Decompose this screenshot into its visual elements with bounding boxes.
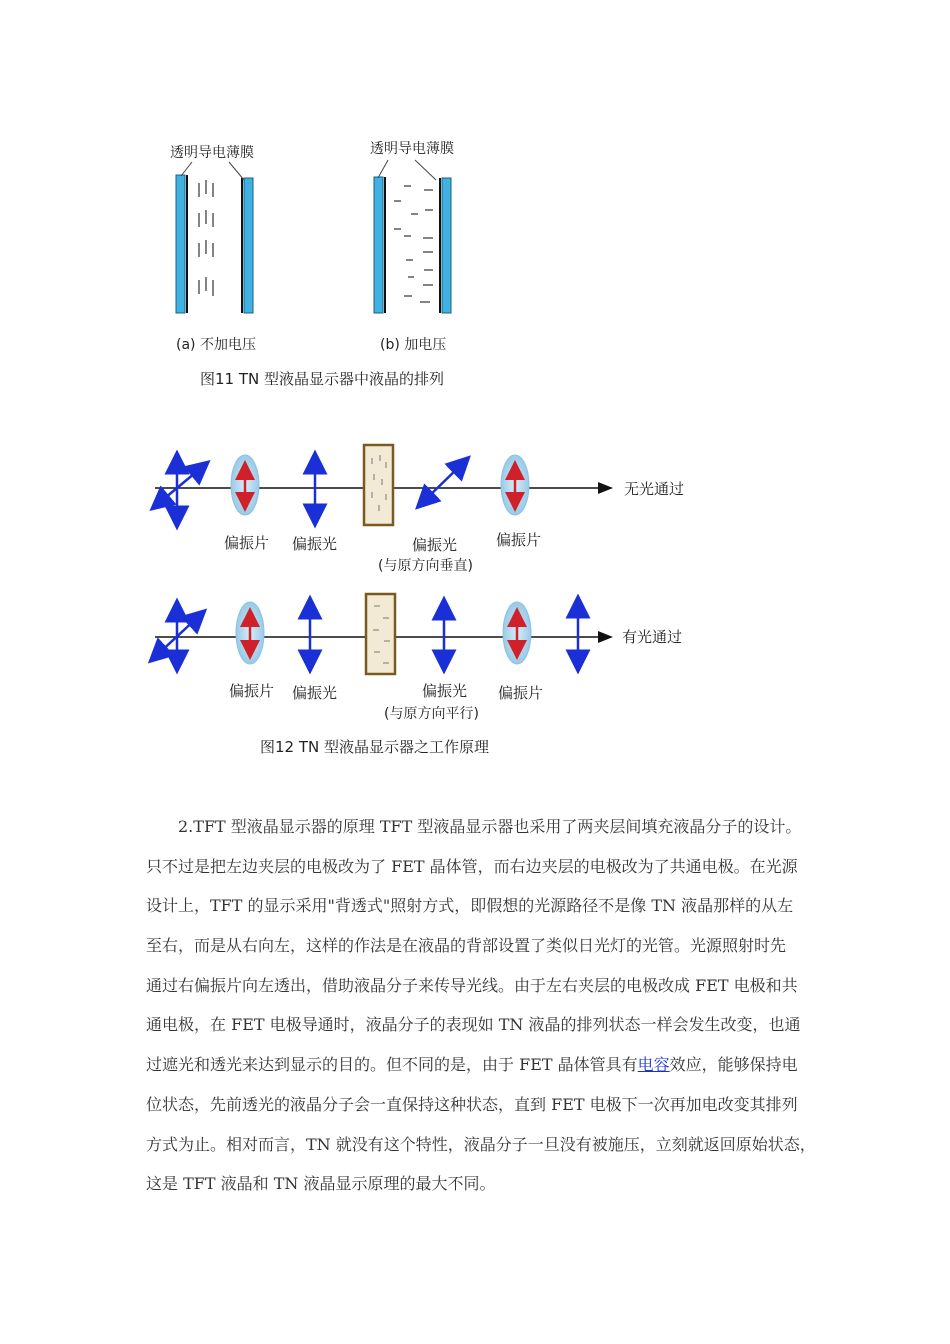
body-paragraph [146, 807, 818, 1204]
text-line-2: 只不过是把左边夹层的电极改为了 FET 晶体管，而右边夹层的电极改为了共通电极。在光源 [146, 856, 798, 876]
top-result: 无光通过 [624, 480, 685, 498]
text-line-6: 通电极，在 FET 电极导通时，液晶分子的表现如 TN 液晶的排列状态一样会发生改变，也通 [146, 1015, 801, 1035]
unpolarized-diagonal [159, 468, 201, 503]
bottom-row [155, 594, 610, 674]
top-sub-label: (与原方向垂直) [378, 558, 473, 574]
bottom-label-polarized-1: 偏振光 [292, 684, 338, 702]
top-label-polarized-1: 偏振光 [292, 535, 338, 553]
panel-b-label: (b) 加电压 [380, 337, 447, 353]
figure-11-caption: 图11 TN 型液晶显示器中液晶的排列 [200, 370, 445, 388]
text-line-8: 位状态，先前透光的液晶分子会一直保持这种状态，直到 FET 电极下一次再加电改变其排列 [146, 1094, 798, 1114]
film-label-b: 透明导电薄膜 [370, 141, 454, 157]
bottom-result: 有光通过 [622, 628, 683, 646]
top-label-polarized-2: 偏振光 [412, 536, 458, 554]
text-line-3: 设计上，TFT 的显示采用"背透式"照射方式，即假想的光源路径不是像 TN 液晶那样的从左 [146, 896, 794, 916]
bottom-label-polarized-2: 偏振光 [422, 682, 468, 700]
lc-cell-bottom [366, 594, 395, 674]
panel-a-label: (a) 不加电压 [176, 337, 256, 353]
lc-cell-top [364, 445, 393, 525]
text-line-7: 过遮光和透光来达到显示的目的。但不同的是，由于 FET 晶体管具有 [146, 1055, 638, 1075]
polarized-light-rotated [424, 464, 462, 501]
text-line-4: 至右，而是从右向左，这样的作法是在液晶的背部设置了类似日光灯的光管。光源照射时先 [146, 936, 787, 956]
bottom-sub-label: (与原方向平行) [384, 706, 479, 722]
text-line-9: 方式为止。相对而言，TN 就没有这个特性，液晶分子一旦没有被施压，立刻就返回原始状态， [146, 1134, 816, 1154]
text-line-7-wrapper [146, 1045, 818, 1085]
text-line-7-tail: 效应，能够保持电 [669, 1055, 798, 1075]
text-line-1: 2.TFT 型液晶显示器的原理 TFT 型液晶显示器也采用了两夹层间填充液晶分子的设计。 [178, 817, 802, 836]
capacitor-link[interactable]: 电容 [637, 1055, 670, 1075]
text-line-5: 通过右偏振片向左透出，借助液晶分子来传导光线。由于左右夹层的电极改成 FET 电极和共 [146, 975, 798, 995]
film-label-a: 透明导电薄膜 [170, 145, 254, 161]
figure-12-caption: 图12 TN 型液晶显示器之工作原理 [260, 738, 490, 756]
top-row [155, 445, 610, 525]
bottom-label-polarizer-2: 偏振片 [498, 684, 544, 702]
bottom-label-polarizer-1: 偏振片 [229, 682, 275, 700]
top-label-polarizer-2: 偏振片 [496, 531, 542, 549]
top-label-polarizer-1: 偏振片 [224, 534, 270, 552]
text-line-10: 这是 TFT 液晶和 TN 液晶显示原理的最大不同。 [146, 1174, 496, 1194]
